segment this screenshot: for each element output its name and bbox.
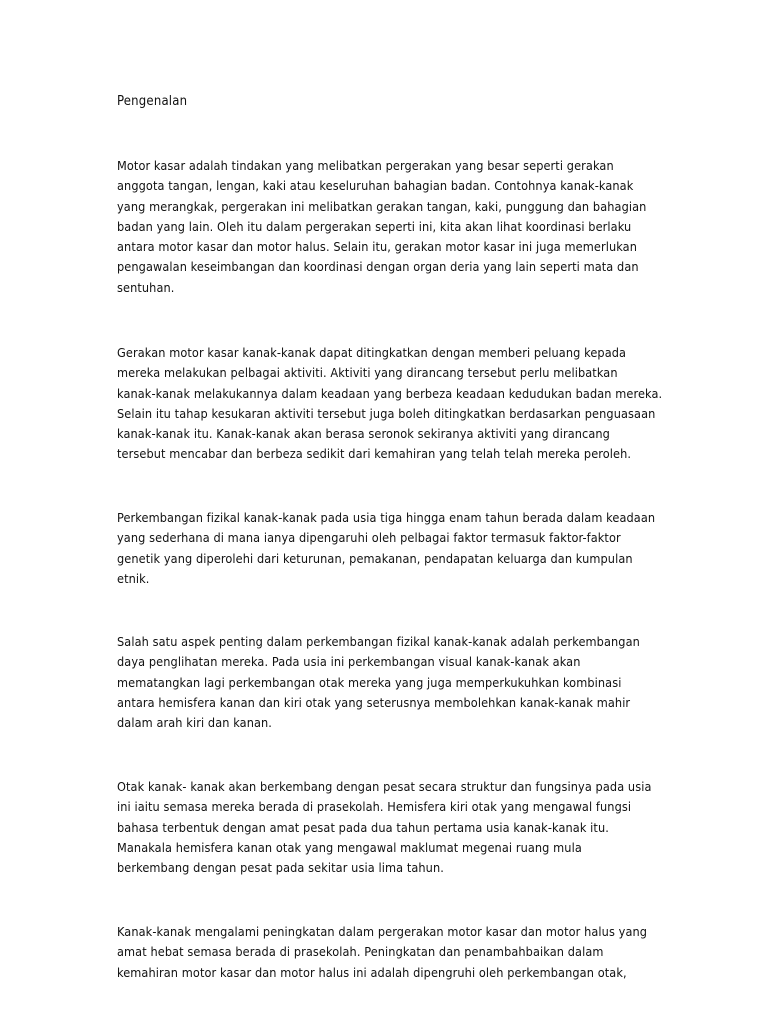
paragraph-line: Perkembangan fizikal kanak-kanak pada usia tiga hingga enam tahun berada dalam keadaan bbox=[117, 510, 656, 525]
paragraph-line: Kanak-kanak mengalami peningkatan dalam pergerakan motor kasar dan motor halus yang bbox=[117, 924, 648, 939]
paragraph-line: antara hemisfera kanan dan kiri otak yang seterusnya membolehkan kanak-kanak mahir bbox=[117, 694, 631, 710]
paragraph-perkembangan-fizikal bbox=[117, 508, 657, 589]
paragraph-peningkatan-motor bbox=[117, 922, 657, 983]
paragraph-line: yang sederhana di mana ianya dipengaruhi oleh pelbagai faktor termasuk faktor-faktor bbox=[117, 530, 621, 546]
paragraph-line: kanak-kanak itu. Kanak-kanak akan berasa seronok sekiranya aktiviti yang dirancang bbox=[117, 426, 610, 442]
paragraph-line: Selain itu tahap kesukaran aktiviti tersebut juga boleh ditingkatkan berdasarkan penguasaan bbox=[117, 405, 656, 421]
paragraph-line: tersebut mencabar dan berbeza sedikit dari kemahiran yang telah telah mereka peroleh. bbox=[117, 446, 632, 462]
paragraph-line: Motor kasar adalah tindakan yang melibatkan pergerakan yang besar seperti gerakan bbox=[117, 158, 614, 173]
paragraph-line: yang merangkak, pergerakan ini melibatkan gerakan tangan, kaki, punggung dan bahagian bbox=[117, 198, 647, 214]
paragraph-line: sentuhan. bbox=[117, 279, 175, 295]
paragraph-motor-kasar bbox=[117, 156, 657, 298]
paragraph-line: Gerakan motor kasar kanak-kanak dapat ditingkatkan dengan memberi peluang kepada bbox=[117, 345, 627, 360]
paragraph-line: daya penglihatan mereka. Pada usia ini perkembangan visual kanak-kanak akan bbox=[117, 654, 581, 670]
paragraph-line: bahasa terbentuk dengan amat pesat pada dua tahun pertama usia kanak-kanak itu. bbox=[117, 819, 609, 835]
paragraph-line: kemahiran motor kasar dan motor halus ini adalah dipengruhi oleh perkembangan otak, bbox=[117, 964, 627, 980]
paragraph-daya-penglihatan bbox=[117, 632, 657, 733]
paragraph-line: pengawalan keseimbangan dan koordinasi dengan organ deria yang lain seperti mata dan bbox=[117, 259, 639, 275]
paragraph-line: mematangkan lagi perkembangan otak mereka yang juga memperkukuhkan kombinasi bbox=[117, 674, 622, 690]
paragraph-line: Salah satu aspek penting dalam perkembangan fizikal kanak-kanak adalah perkembangan bbox=[117, 634, 640, 649]
paragraph-gerakan-motor bbox=[117, 343, 663, 465]
paragraph-line: Manakala hemisfera kanan otak yang mengawal maklumat megenai ruang mula bbox=[117, 839, 582, 855]
paragraph-line: etnik. bbox=[117, 570, 150, 586]
paragraph-line: antara motor kasar dan motor halus. Selain itu, gerakan motor kasar ini juga memerlukan bbox=[117, 239, 638, 255]
paragraph-line: genetik yang diperolehi dari keturunan, pemakanan, pendapatan keluarga dan kumpulan bbox=[117, 550, 633, 566]
paragraph-line: badan yang lain. Oleh itu dalam pergerakan seperti ini, kita akan lihat koordinasi berlaku bbox=[117, 218, 632, 234]
paragraph-line: anggota tangan, lengan, kaki atau keseluruhan bahagian badan. Contohnya kanak-kanak bbox=[117, 178, 634, 194]
paragraph-line: dalam arah kiri dan kanan. bbox=[117, 715, 272, 731]
paragraph-line: kanak-kanak melakukannya dalam keadaan yang berbeza keadaan kedudukan badan mereka. bbox=[117, 385, 663, 401]
paragraph-line: mereka melakukan pelbagai aktiviti. Aktiviti yang dirancang tersebut perlu melibatkan bbox=[117, 365, 618, 381]
paragraph-line: amat hebat semasa berada di prasekolah. Peningkatan dan penambahbaikan dalam bbox=[117, 944, 604, 960]
paragraph-line: berkembang dengan pesat pada sekitar usia lima tahun. bbox=[117, 860, 444, 876]
paragraph-line: ini iaitu semasa mereka berada di prasekolah. Hemisfera kiri otak yang mengawal fungsi bbox=[117, 799, 632, 815]
document-heading: Pengenalan bbox=[117, 94, 188, 109]
paragraph-line: Otak kanak- kanak akan berkembang dengan pesat secara struktur dan fungsinya pada usia bbox=[117, 779, 652, 794]
paragraph-otak-kanak-kanak bbox=[117, 777, 657, 878]
